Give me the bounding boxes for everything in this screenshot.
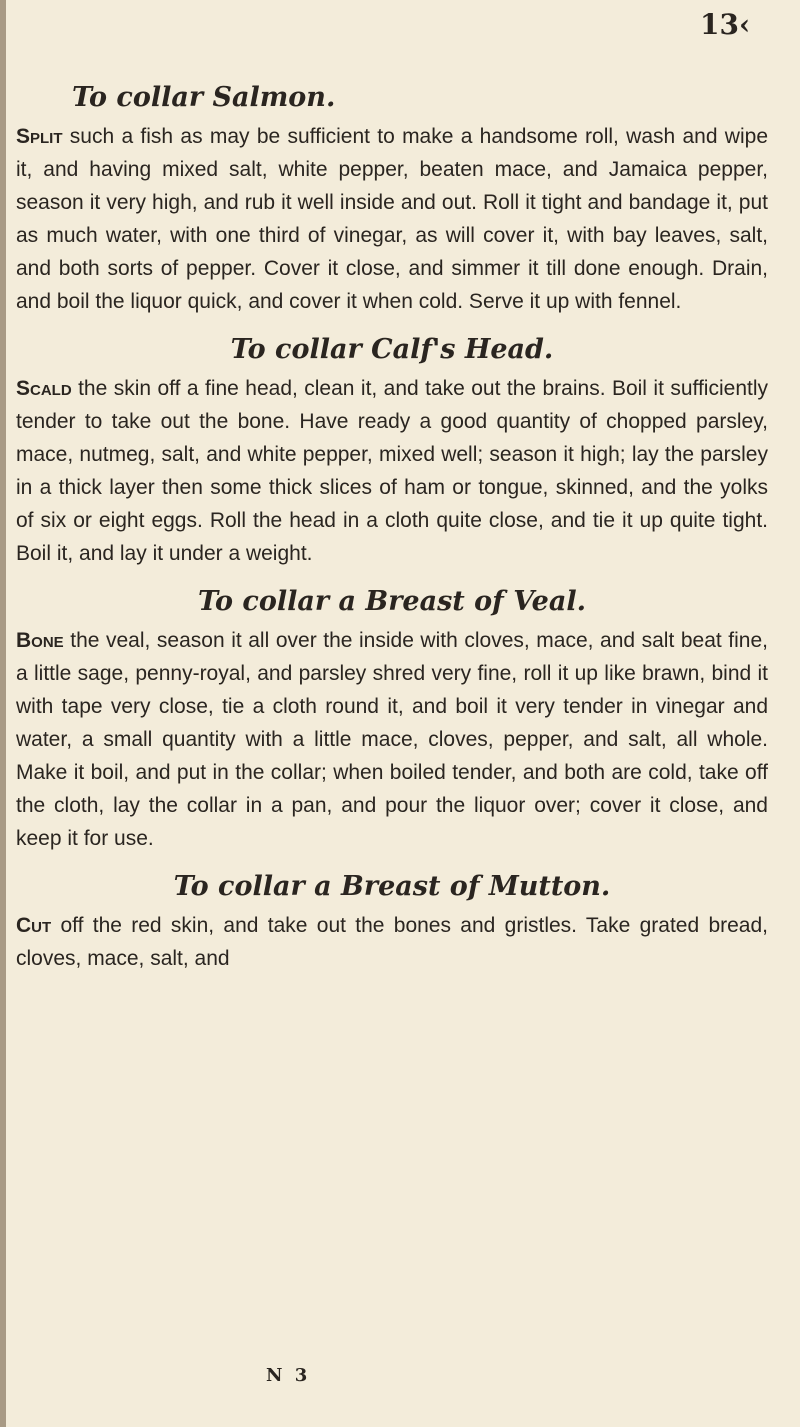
section-title: To collar a Breast of Mutton. [173, 871, 611, 902]
lead-word: Bone [16, 629, 64, 652]
paragraph-text: such a fish as may be sufficient to make a handsome roll, wash and wipe it, and having mixed salt, white pepper, beaten mace, and Jamaica pepper, season it very high, and rub it well inside and out. Roll it tight and bandage it, put as much water, with one third of vinegar, as will cover it, with bay leaves, salt, and both sorts of pepper. Cover it close, and simmer it till done enough. Drain, and boil the liquor quick, and cover it when cold. Serve it up with fennel. [16, 125, 768, 313]
section-text [16, 120, 768, 318]
section-text [16, 372, 768, 570]
page-edge [0, 0, 6, 1427]
paragraph-text: off the red skin, and take out the bones and gristles. Take grated bread, cloves, mace, salt, and [16, 914, 768, 970]
lead-word: Split [16, 125, 63, 148]
recipe-collar-breast-of-mutton [16, 865, 768, 975]
recipe-collar-calfs-head [16, 328, 768, 570]
section-title: To collar a Breast of Veal. [198, 586, 586, 617]
lead-word: Cut [16, 914, 52, 937]
lead-word: Scald [16, 377, 72, 400]
recipe-collar-breast-of-veal [16, 580, 768, 855]
page-number: 13‹ [700, 8, 751, 41]
paragraph-text: the skin off a fine head, clean it, and take out the brains. Boil it sufficiently tender to take out the bone. Have ready a good quantity of chopped parsley, mace, nutmeg, salt, and white pepper, mixed well; season it high; lay the parsley in a thick layer then some thick slices of ham or tongue, skinned, and the yolks of six or eight eggs. Roll the head in a cloth quite close, and tie it up quite tight. Boil it, and lay it under a weight. [16, 377, 768, 565]
page-body [16, 76, 768, 985]
paragraph-text: the veal, season it all over the inside with cloves, mace, and salt beat fine, a little sage, penny-royal, and parsley shred very fine, roll it up like brawn, bind it with tape very close, tie a cloth round it, and boil it very tender in vinegar and water, a small quantity with a little mace, cloves, pepper, and salt, all whole. Make it boil, and put in the collar; when boiled tender, and both are cold, take off the cloth, lay the collar in a pan, and pour the liquor over; cover it close, and keep it for use. [16, 629, 768, 850]
section-title: To collar Salmon. [72, 82, 336, 113]
signature-mark: N 3 [266, 1365, 311, 1386]
recipe-collar-salmon [16, 76, 768, 318]
section-title: To collar Calf's Head. [230, 334, 554, 365]
section-text [16, 624, 768, 855]
section-text [16, 909, 768, 975]
